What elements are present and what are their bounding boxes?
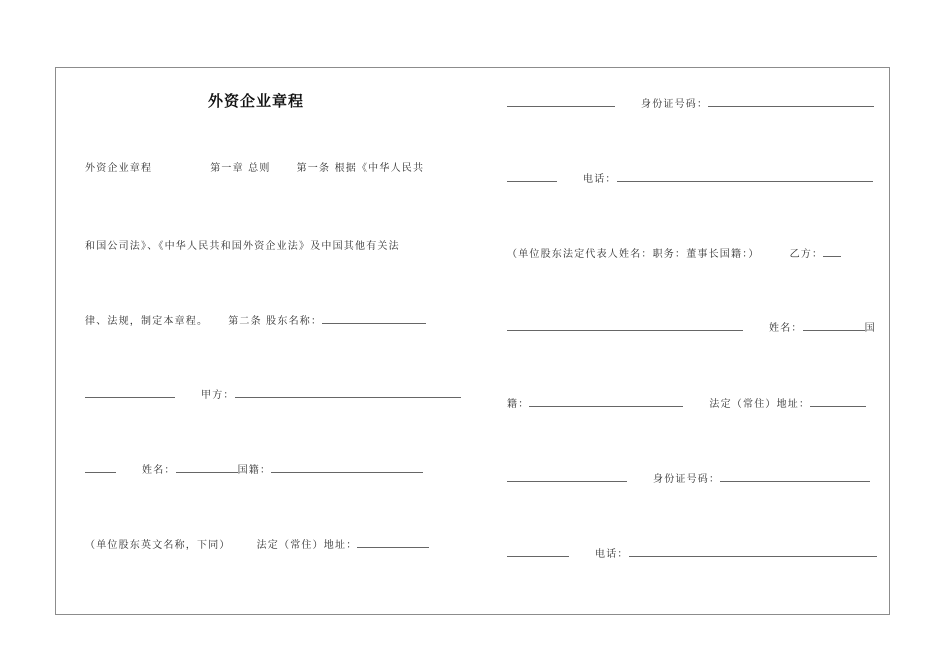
field-label: 法定（常住）地址： [256, 540, 358, 551]
field-label: 电话： [583, 174, 617, 185]
field-label: 法定（常住）地址： [709, 399, 811, 410]
field-label: 国籍： [237, 465, 272, 476]
fill-blank [720, 480, 870, 482]
right-line-6 [507, 465, 885, 485]
field-label: 籍： [507, 399, 530, 410]
fill-blank [529, 405, 683, 407]
party-label: 乙方： [789, 249, 824, 260]
document-title: 外资企业章程 [208, 92, 305, 110]
left-line-3 [85, 307, 463, 327]
right-line-2 [507, 165, 885, 185]
field-label: 电话： [595, 549, 629, 560]
text-segment: （单位股东法定代表人姓名：职务：董事长国籍：） [507, 249, 760, 260]
fill-blank [176, 471, 238, 473]
article-text: 第一条 根据《中华人民共 [296, 163, 425, 174]
fill-blank [85, 471, 116, 473]
chapter-heading: 第一章 总则 [210, 163, 271, 174]
left-line-2 [85, 232, 463, 252]
fill-blank [823, 255, 841, 257]
text-segment: 外资企业章程 [85, 163, 153, 174]
right-line-3 [507, 240, 885, 260]
left-line-6 [85, 531, 463, 551]
fill-blank [507, 555, 569, 557]
article-text: 第二条 股东名称： [228, 316, 323, 327]
left-line-5 [85, 456, 463, 476]
fill-blank [507, 480, 627, 482]
field-label: 身份证号码： [641, 99, 709, 110]
fill-blank [357, 546, 429, 548]
field-label: 姓名： [142, 465, 176, 476]
fill-blank [271, 471, 423, 473]
fill-blank [629, 555, 877, 557]
fill-blank [507, 180, 557, 182]
right-line-4 [507, 314, 885, 334]
fill-blank [617, 180, 873, 182]
left-line-1 [85, 154, 463, 174]
fill-blank [507, 105, 615, 107]
fill-blank [322, 322, 426, 324]
field-label: 国 [864, 323, 876, 334]
text-segment: 律、法规，制定本章程。 [85, 316, 209, 327]
right-line-7 [507, 540, 885, 560]
field-label: 身份证号码： [653, 474, 721, 485]
fill-blank [235, 396, 461, 398]
fill-blank [507, 329, 743, 331]
right-line-5 [507, 390, 885, 410]
text-segment: （单位股东英文名称，下同） [85, 540, 231, 551]
left-line-4 [85, 381, 463, 401]
fill-blank [803, 329, 865, 331]
fill-blank [810, 405, 866, 407]
right-line-1 [507, 90, 885, 110]
field-label: 姓名： [769, 323, 803, 334]
fill-blank [85, 396, 175, 398]
text-segment: 和国公司法》、《中华人民共和国外资企业法》及中国其他有关法 [85, 241, 400, 252]
party-label: 甲方： [201, 390, 235, 401]
fill-blank [708, 105, 874, 107]
